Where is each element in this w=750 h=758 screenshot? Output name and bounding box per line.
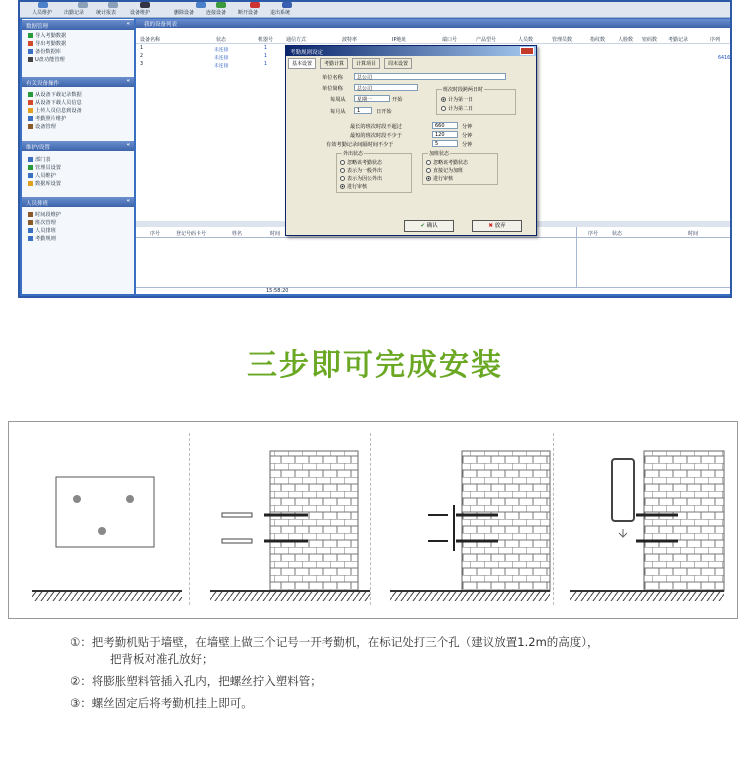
minutes-label: 分钟	[462, 133, 473, 139]
device-icon	[140, 2, 150, 8]
short-name-label: 单位简称	[322, 86, 343, 92]
log-col-header[interactable]: 序号	[150, 231, 161, 237]
sidebar-item[interactable]: 考勤规则	[28, 235, 56, 242]
tab-basic[interactable]: 基本设置	[288, 58, 316, 69]
device-status: 未连接	[214, 64, 229, 69]
dialog-title: 考勤规则设定	[286, 46, 536, 56]
disconnect-icon	[250, 2, 260, 8]
sidebar-item[interactable]: 从设备下载记录数据	[28, 91, 82, 98]
col-header[interactable]: 人脸数	[618, 37, 634, 43]
unit-label: 单位名称	[322, 75, 343, 81]
step1-backplate	[56, 477, 154, 547]
col-header[interactable]: 序列	[710, 37, 721, 43]
radio-out-business[interactable]: 表示为因公外出	[340, 175, 382, 182]
toolbar	[20, 2, 730, 18]
tab-calc[interactable]: 考勤计算	[320, 58, 348, 69]
longest-shift-label: 最长的班次时段不超过	[350, 124, 402, 130]
tb-user[interactable]: 人员维护	[32, 10, 53, 16]
attendance-rule-dialog	[285, 45, 537, 236]
sidebar-section-maintain[interactable]: 维护/设置 «	[22, 141, 134, 151]
month-suffix: 日开始	[376, 109, 392, 115]
delete-icon	[196, 2, 206, 8]
week-select[interactable]: 星期一	[354, 95, 390, 102]
col-header[interactable]: 指纹数	[590, 37, 606, 43]
sidebar-item[interactable]: 人员维护	[28, 172, 56, 179]
status-time: 15:58:20	[266, 288, 289, 294]
sidebar-item[interactable]: 班次管理	[28, 219, 56, 226]
cancel-button[interactable]: ✖ 放弃	[472, 220, 522, 232]
col-header[interactable]: 设备名称	[140, 37, 161, 43]
sidebar-section-data[interactable]: 数据管理 «	[22, 20, 134, 30]
sidebar-item[interactable]: 导入考勤数据	[28, 32, 66, 39]
sidebar-item[interactable]: 管理员设置	[28, 164, 61, 171]
tb-exit[interactable]: 退出系统	[270, 10, 291, 16]
col-header[interactable]: 人员数	[518, 37, 534, 43]
tab-weekend[interactable]: 周末设置	[384, 58, 412, 69]
sidebar	[22, 19, 134, 294]
tb-connect[interactable]: 连接设备	[206, 10, 227, 16]
out-status-group: 外出状态 忽略该考勤状态 表示为一般外出 表示为因公外出 进行审核	[336, 153, 412, 193]
radio-first-day[interactable]: 计为第一日	[441, 96, 473, 103]
tb-record[interactable]: 出勤记录	[64, 10, 85, 16]
step-2-text: ②：将膨胀塑料管插入孔内，把螺丝拧入塑料管；	[70, 674, 322, 688]
close-icon[interactable]	[520, 47, 534, 55]
valid-interval-label: 有效考勤记录间隔时间不少于	[326, 142, 394, 148]
step-1-text-cont: 把背板对准孔放好；	[110, 652, 214, 666]
col-header[interactable]: 考勤记录	[668, 37, 689, 43]
shortest-shift-input[interactable]: 120	[432, 131, 458, 138]
device-name[interactable]: 3	[140, 62, 144, 67]
longest-shift-input[interactable]: 660	[432, 122, 458, 129]
col-header[interactable]: 产品型号	[476, 37, 497, 43]
col-header[interactable]: 管理员数	[552, 37, 573, 43]
headline: 三步即可完成安装	[247, 348, 503, 383]
week-suffix: 开始	[392, 97, 403, 103]
sidebar-item[interactable]: 从设备下载人员信息	[28, 99, 82, 106]
connect-icon	[216, 2, 226, 8]
col-header[interactable]: 机器号	[258, 37, 274, 43]
step-1-text: ①：把考勤机贴于墙壁，在墙壁上做三个记号一开考勤机，在标记处打三个孔（建议放置1.2m的高度），	[70, 635, 599, 649]
tb-report[interactable]: 统计报表	[96, 10, 117, 16]
software-screenshot	[18, 0, 732, 298]
radio-ot-direct[interactable]: 直接记为加班	[426, 167, 463, 174]
unit-input[interactable]: 总公司	[354, 73, 506, 80]
record-icon	[78, 2, 88, 8]
status-col-header[interactable]: 时间	[688, 231, 699, 237]
radio-out-review[interactable]: 进行审核	[340, 183, 367, 190]
log-col-header[interactable]: 姓名	[232, 231, 243, 237]
col-header[interactable]: 通信方式	[286, 37, 307, 43]
valid-interval-input[interactable]: 5	[432, 140, 458, 147]
exit-icon	[282, 2, 292, 8]
col-header[interactable]: 状态	[216, 37, 227, 43]
device-no: 1	[264, 46, 268, 51]
col-header[interactable]: 端口号	[442, 37, 458, 43]
sidebar-item[interactable]: 上传人员信息到设备	[28, 107, 82, 114]
device-status: 未连接	[214, 48, 229, 53]
week-label: 每周从	[330, 97, 346, 103]
sidebar-item[interactable]: 考勤照片维护	[28, 115, 66, 122]
radio-ot-review[interactable]: 进行审核	[426, 175, 453, 182]
sidebar-item[interactable]: 时间段维护	[28, 211, 61, 218]
installation-illustration	[8, 421, 738, 619]
short-name-input[interactable]: 总公司	[354, 84, 418, 91]
overtime-status-group: 加班状态 忽略该考勤状态 直接记为加班 进行审核	[422, 153, 498, 185]
device-name[interactable]: 1	[140, 46, 144, 51]
tb-disconnect[interactable]: 断开设备	[238, 10, 259, 16]
device-name[interactable]: 2	[140, 54, 144, 59]
log-col-header[interactable]: 时间	[270, 231, 281, 237]
tb-device[interactable]: 设备维护	[130, 10, 151, 16]
user-icon	[38, 2, 48, 8]
radio-second-day[interactable]: 计为第二日	[441, 105, 473, 112]
sidebar-item[interactable]: 导出考勤数据	[28, 40, 66, 47]
sidebar-item[interactable]: 备份数据库	[28, 48, 61, 55]
minutes-label: 分钟	[462, 124, 473, 130]
device-no: 1	[264, 54, 268, 59]
radio-ot-ignore[interactable]: 忽略该考勤状态	[426, 159, 468, 166]
month-label: 每月从	[330, 109, 346, 115]
report-icon	[108, 2, 118, 8]
sidebar-item[interactable]: U盘功能管理	[28, 56, 65, 63]
radio-out-normal[interactable]: 表示为一般外出	[340, 167, 382, 174]
minutes-label: 分钟	[462, 142, 473, 148]
month-stepper[interactable]: 1	[354, 107, 372, 114]
cross-day-group: 班次时段跨两日时 计为第一日 计为第二日	[436, 89, 516, 115]
step-3-text: ③：螺丝固定后将考勤机挂上即可。	[70, 696, 253, 710]
panel-header: 我的设备列表	[136, 19, 732, 28]
sidebar-item[interactable]: 人员排班	[28, 227, 56, 234]
device-no: 1	[264, 62, 268, 67]
sidebar-item[interactable]: 部门表	[28, 156, 51, 163]
sidebar-item[interactable]: 数据库设置	[28, 180, 61, 187]
log-col-header[interactable]: 登记号码卡号	[176, 231, 207, 237]
status-col-header[interactable]: 序号	[588, 231, 599, 237]
status-col-header[interactable]: 状态	[612, 231, 623, 237]
sidebar-section-device[interactable]: 有关设备操作 «	[22, 77, 134, 87]
sidebar-section-schedule[interactable]: 人员排班 «	[22, 197, 134, 207]
tb-delete[interactable]: 删除设备	[174, 10, 195, 16]
radio-out-ignore[interactable]: 忽略该考勤状态	[340, 159, 382, 166]
shortest-shift-label: 最短的班次时段不少于	[350, 133, 402, 139]
col-header[interactable]: 波特率	[342, 37, 358, 43]
device-status: 未连接	[214, 56, 229, 61]
sidebar-item[interactable]: 设备管理	[28, 123, 56, 130]
confirm-button[interactable]: ✔ 确认	[404, 220, 454, 232]
col-header[interactable]: IP地址	[392, 37, 407, 43]
serial-value: 6416	[718, 56, 731, 61]
tab-items[interactable]: 计算项目	[352, 58, 380, 69]
col-header[interactable]: 密码数	[642, 37, 658, 43]
